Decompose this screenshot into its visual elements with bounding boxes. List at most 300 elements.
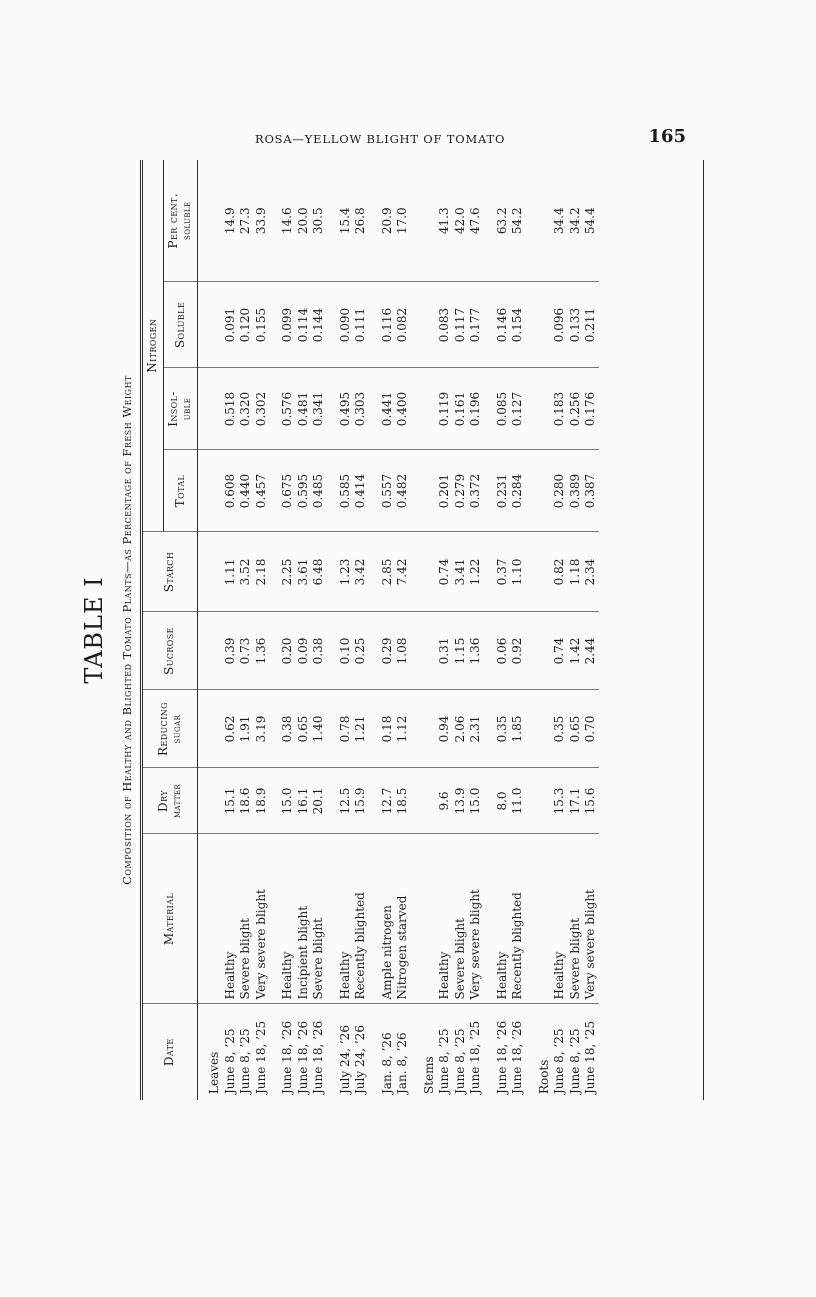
table-row	[338, 160, 354, 1100]
spacer-cell	[484, 532, 495, 612]
cell-nitrogen-total: 0.675	[280, 450, 296, 532]
cell-material: Healthy	[495, 834, 511, 1004]
header-nitrogen-soluble: Soluble	[164, 282, 198, 368]
cell-sucrose: 0.20	[280, 612, 296, 690]
empty-cell	[207, 834, 223, 1004]
cell-nitrogen-total: 0.414	[353, 450, 369, 532]
cell-sucrose: 0.29	[380, 612, 396, 690]
row-spacer	[369, 160, 380, 1100]
cell-nitrogen-total: 0.372	[468, 450, 484, 532]
cell-date: June 18, ’25	[468, 1004, 484, 1100]
cell-starch: 1.11	[223, 532, 239, 612]
cell-date: June 8, ’25	[552, 1004, 568, 1100]
cell-sucrose: 0.25	[353, 612, 369, 690]
cell-nitrogen-insoluble: 0.161	[453, 368, 469, 450]
cell-sucrose: 1.36	[254, 612, 270, 690]
spacer-cell	[484, 690, 495, 768]
cell-nitrogen-insoluble: 0.183	[552, 368, 568, 450]
group-label: Stems	[422, 1004, 438, 1100]
empty-cell	[207, 282, 223, 368]
cell-nitrogen-soluble: 0.083	[437, 282, 453, 368]
cell-nitrogen-insoluble: 0.302	[254, 368, 270, 450]
cell-date: June 8, ’25	[223, 1004, 239, 1100]
cell-per-cent-soluble: 15.4	[337, 207, 352, 235]
spacer-cell	[484, 368, 495, 450]
row-spacer	[484, 160, 495, 1100]
table-body	[198, 160, 599, 1100]
cell-nitrogen-soluble: 0.144	[311, 282, 327, 368]
row-spacer	[327, 160, 338, 1100]
cell-per-cent-soluble: 42.0	[452, 207, 467, 235]
table-row	[568, 160, 584, 1100]
cell-nitrogen-insoluble: 0.481	[296, 368, 312, 450]
empty-cell	[207, 612, 223, 690]
cell-nitrogen-soluble: 0.154	[510, 282, 526, 368]
cell-nitrogen-insoluble: 0.320	[238, 368, 254, 450]
spacer-cell	[369, 532, 380, 612]
cell-nitrogen-total: 0.457	[254, 450, 270, 532]
cell-nitrogen-insoluble: 0.085	[495, 368, 511, 450]
spacer-cell	[526, 834, 537, 1004]
cell-date: June 18, ’26	[296, 1004, 312, 1100]
empty-cell	[537, 612, 553, 690]
cell-reducing-sugar: 0.65	[296, 690, 312, 768]
cell-sucrose: 0.09	[296, 612, 312, 690]
spacer-cell	[526, 450, 537, 532]
table-title: TABLE I	[80, 576, 108, 684]
header-reducing-sugar: Reducing sugar	[143, 690, 198, 768]
spacer-cell	[484, 160, 495, 282]
empty-cell	[207, 450, 223, 532]
cell-material: Very severe blight	[583, 834, 599, 1004]
cell-reducing-sugar: 0.35	[495, 690, 511, 768]
cell-material: Healthy	[338, 834, 354, 1004]
cell-nitrogen-insoluble: 0.176	[583, 368, 599, 450]
cell-per-cent-soluble: 47.6	[468, 207, 482, 235]
cell-date: June 18, ’25	[583, 1004, 599, 1100]
empty-cell	[207, 160, 223, 282]
header-sucrose: Sucrose	[143, 612, 198, 690]
cell-material: Healthy	[437, 834, 453, 1004]
cell-starch: 7.42	[395, 532, 411, 612]
spacer-cell	[269, 450, 280, 532]
spacer-cell	[269, 532, 280, 612]
spacer-cell	[327, 532, 338, 612]
cell-dry-matter: 18.6	[238, 768, 254, 834]
empty-cell	[422, 768, 438, 834]
cell-per-cent-soluble: 26.8	[353, 207, 367, 235]
spacer-cell	[411, 450, 422, 532]
empty-cell	[422, 532, 438, 612]
empty-cell	[207, 368, 223, 450]
cell-starch: 2.25	[280, 532, 296, 612]
cell-date: June 18, ’26	[495, 1004, 511, 1100]
cell-nitrogen-soluble: 0.155	[254, 282, 270, 368]
cell-starch: 0.74	[437, 532, 453, 612]
cell-date: June 8, ’25	[568, 1004, 584, 1100]
cell-date: June 8, ’25	[238, 1004, 254, 1100]
table-row	[468, 160, 484, 1100]
cell-reducing-sugar: 0.94	[437, 690, 453, 768]
spacer-cell	[411, 834, 422, 1004]
cell-reducing-sugar: 0.78	[338, 690, 354, 768]
cell-nitrogen-soluble: 0.177	[468, 282, 484, 368]
spacer-cell	[526, 690, 537, 768]
cell-nitrogen-soluble: 0.116	[380, 282, 396, 368]
cell-sucrose: 1.42	[568, 612, 584, 690]
cell-dry-matter: 16.1	[296, 768, 312, 834]
data-table	[143, 160, 599, 1100]
cell-nitrogen-soluble: 0.099	[280, 282, 296, 368]
spacer-cell	[327, 768, 338, 834]
spacer-cell	[198, 282, 208, 368]
cell-nitrogen-total: 0.387	[583, 450, 599, 532]
cell-dry-matter: 15.3	[552, 768, 568, 834]
spacer-cell	[198, 368, 208, 450]
cell-reducing-sugar: 0.35	[552, 690, 568, 768]
cell-per-cent-soluble: 34.2	[567, 207, 582, 235]
cell-per-cent-soluble: 14.6	[280, 207, 294, 235]
cell-material: Recently blighted	[510, 834, 526, 1004]
spacer-cell	[411, 368, 422, 450]
spacer-cell	[526, 768, 537, 834]
cell-nitrogen-soluble: 0.120	[238, 282, 254, 368]
empty-cell	[207, 532, 223, 612]
spacer-cell	[269, 160, 280, 282]
group-row	[422, 160, 438, 1100]
cell-dry-matter: 12.7	[380, 768, 396, 834]
cell-starch: 1.18	[568, 532, 584, 612]
spacer-cell	[269, 612, 280, 690]
cell-nitrogen-total: 0.557	[380, 450, 396, 532]
empty-cell	[422, 368, 438, 450]
running-head-title: ROSA—YELLOW BLIGHT OF TOMATO	[255, 132, 506, 146]
cell-nitrogen-insoluble: 0.256	[568, 368, 584, 450]
cell-starch: 6.48	[311, 532, 327, 612]
cell-starch: 3.52	[238, 532, 254, 612]
cell-sucrose: 0.38	[311, 612, 327, 690]
running-head	[230, 126, 686, 150]
cell-nitrogen-insoluble: 0.495	[338, 368, 354, 450]
spacer-cell	[327, 282, 338, 368]
cell-per-cent-soluble: 54.4	[583, 207, 597, 235]
cell-material: Healthy	[280, 834, 296, 1004]
spacer-cell	[526, 160, 537, 282]
cell-per-cent-soluble: 34.4	[552, 207, 566, 235]
cell-nitrogen-total: 0.585	[338, 450, 354, 532]
cell-sucrose: 0.31	[437, 612, 453, 690]
spacer-cell	[526, 532, 537, 612]
cell-per-cent-soluble: 33.9	[253, 207, 268, 235]
cell-date: June 18, ’25	[254, 1004, 270, 1100]
cell-material: Severe blight	[311, 834, 327, 1004]
cell-per-cent-soluble: 30.5	[311, 207, 325, 235]
cell-nitrogen-total: 0.440	[238, 450, 254, 532]
cell-sucrose: 1.36	[468, 612, 484, 690]
cell-date: June 18, ’26	[280, 1004, 296, 1100]
spacer-cell	[484, 612, 495, 690]
cell-nitrogen-total: 0.608	[223, 450, 239, 532]
cell-material: Severe blight	[453, 834, 469, 1004]
rotated-table-area	[80, 160, 700, 1100]
cell-date: Jan. 8, ’26	[380, 1004, 396, 1100]
header-nitrogen: Nitrogen	[143, 160, 164, 532]
cell-per-cent-soluble: 20.0	[295, 207, 310, 235]
cell-nitrogen-total: 0.201	[437, 450, 453, 532]
cell-material: Healthy	[223, 834, 239, 1004]
cell-dry-matter: 13.9	[453, 768, 469, 834]
cell-sucrose: 0.10	[338, 612, 354, 690]
table-row	[223, 160, 239, 1100]
cell-material: Nitrogen starved	[395, 834, 411, 1004]
cell-date: Jan. 8, ’26	[395, 1004, 411, 1100]
header-date: Date	[143, 1004, 198, 1100]
empty-cell	[537, 450, 553, 532]
spacer-cell	[198, 612, 208, 690]
cell-dry-matter: 18.9	[254, 768, 270, 834]
spacer-cell	[198, 160, 208, 282]
cell-starch: 1.22	[468, 532, 484, 612]
table-row	[583, 160, 599, 1100]
spacer-cell	[369, 834, 380, 1004]
cell-reducing-sugar: 1.21	[353, 690, 369, 768]
spacer-cell	[484, 1004, 495, 1100]
cell-material: Ample nitrogen	[380, 834, 396, 1004]
cell-sucrose: 0.06	[495, 612, 511, 690]
spacer-cell	[269, 768, 280, 834]
cell-material: Very severe blight	[254, 834, 270, 1004]
cell-per-cent-soluble: 54.2	[510, 207, 524, 235]
spacer-cell	[198, 768, 208, 834]
cell-dry-matter: 12.5	[338, 768, 354, 834]
row-spacer	[198, 160, 208, 1100]
cell-starch: 2.18	[254, 532, 270, 612]
cell-per-cent-soluble: 41.3	[437, 207, 451, 235]
spacer-cell	[369, 612, 380, 690]
spacer-cell	[484, 450, 495, 532]
cell-nitrogen-total: 0.279	[453, 450, 469, 532]
cell-nitrogen-insoluble: 0.518	[223, 368, 239, 450]
spacer-cell	[369, 450, 380, 532]
spacer-cell	[484, 282, 495, 368]
table-row	[311, 160, 327, 1100]
cell-nitrogen-insoluble: 0.119	[437, 368, 453, 450]
cell-nitrogen-soluble: 0.111	[353, 282, 369, 368]
cell-starch: 2.85	[380, 532, 396, 612]
spacer-cell	[484, 768, 495, 834]
cell-starch: 3.61	[296, 532, 312, 612]
cell-dry-matter: 15.0	[468, 768, 484, 834]
cell-dry-matter: 15.1	[223, 768, 239, 834]
cell-sucrose: 0.92	[510, 612, 526, 690]
table-row	[254, 160, 270, 1100]
table-row	[280, 160, 296, 1100]
cell-dry-matter: 8.0	[495, 768, 511, 834]
cell-nitrogen-insoluble: 0.441	[380, 368, 396, 450]
cell-nitrogen-insoluble: 0.576	[280, 368, 296, 450]
cell-starch: 2.34	[583, 532, 599, 612]
spacer-cell	[369, 368, 380, 450]
cell-sucrose: 0.73	[238, 612, 254, 690]
table-row	[453, 160, 469, 1100]
cell-starch: 0.82	[552, 532, 568, 612]
cell-starch: 0.37	[495, 532, 511, 612]
cell-dry-matter: 18.5	[395, 768, 411, 834]
spacer-cell	[198, 450, 208, 532]
cell-reducing-sugar: 0.65	[568, 690, 584, 768]
cell-date: June 8, ’25	[437, 1004, 453, 1100]
cell-nitrogen-insoluble: 0.400	[395, 368, 411, 450]
spacer-cell	[327, 368, 338, 450]
spacer-cell	[198, 532, 208, 612]
empty-cell	[537, 532, 553, 612]
cell-nitrogen-soluble: 0.114	[296, 282, 312, 368]
table-row	[552, 160, 568, 1100]
table-frame	[140, 160, 704, 1100]
table-row	[510, 160, 526, 1100]
header-starch: Starch	[143, 532, 198, 612]
empty-cell	[422, 690, 438, 768]
cell-starch: 3.42	[353, 532, 369, 612]
cell-nitrogen-total: 0.284	[510, 450, 526, 532]
spacer-cell	[526, 282, 537, 368]
spacer-cell	[198, 834, 208, 1004]
cell-date: June 8, ’25	[453, 1004, 469, 1100]
group-label: Roots	[537, 1004, 553, 1100]
spacer-cell	[269, 282, 280, 368]
cell-reducing-sugar: 1.91	[238, 690, 254, 768]
header-dry-matter: Dry matter	[143, 768, 198, 834]
empty-cell	[537, 282, 553, 368]
cell-nitrogen-total: 0.280	[552, 450, 568, 532]
spacer-cell	[327, 160, 338, 282]
cell-dry-matter: 20.1	[311, 768, 327, 834]
cell-per-cent-soluble: 20.9	[379, 207, 394, 235]
cell-reducing-sugar: 0.62	[223, 690, 239, 768]
empty-cell	[537, 690, 553, 768]
table-landscape	[80, 160, 700, 1100]
cell-starch: 1.10	[510, 532, 526, 612]
cell-reducing-sugar: 0.38	[280, 690, 296, 768]
cell-reducing-sugar: 0.18	[380, 690, 396, 768]
row-spacer	[526, 160, 537, 1100]
cell-reducing-sugar: 0.70	[583, 690, 599, 768]
spacer-cell	[411, 690, 422, 768]
spacer-cell	[526, 368, 537, 450]
header-nitrogen-total: Total	[164, 450, 198, 532]
header-nitrogen-insoluble: Insol- uble	[164, 368, 198, 450]
spacer-cell	[369, 160, 380, 282]
table-caption: Composition of Healthy and Blighted Tomato Plants—as Percentage of Fresh Weight	[120, 375, 134, 885]
spacer-cell	[411, 1004, 422, 1100]
spacer-cell	[411, 768, 422, 834]
spacer-cell	[327, 1004, 338, 1100]
group-row	[207, 160, 223, 1100]
spacer-cell	[369, 1004, 380, 1100]
cell-sucrose: 0.74	[552, 612, 568, 690]
cell-per-cent-soluble: 63.2	[494, 207, 509, 235]
cell-sucrose: 0.39	[223, 612, 239, 690]
cell-dry-matter: 9.6	[437, 768, 453, 834]
cell-nitrogen-soluble: 0.117	[453, 282, 469, 368]
spacer-cell	[526, 612, 537, 690]
cell-sucrose: 1.08	[395, 612, 411, 690]
table-row	[296, 160, 312, 1100]
spacer-cell	[327, 690, 338, 768]
page-number: 165	[648, 126, 686, 147]
cell-starch: 3.41	[453, 532, 469, 612]
cell-dry-matter: 11.0	[510, 768, 526, 834]
cell-starch: 1.23	[338, 532, 354, 612]
cell-nitrogen-total: 0.389	[568, 450, 584, 532]
cell-per-cent-soluble: 27.3	[238, 207, 252, 235]
spacer-cell	[369, 768, 380, 834]
spacer-cell	[526, 1004, 537, 1100]
empty-cell	[537, 834, 553, 1004]
empty-cell	[422, 282, 438, 368]
spacer-cell	[411, 612, 422, 690]
spacer-cell	[327, 834, 338, 1004]
cell-nitrogen-insoluble: 0.303	[353, 368, 369, 450]
cell-nitrogen-insoluble: 0.341	[311, 368, 327, 450]
group-label: Leaves	[207, 1004, 223, 1100]
spacer-cell	[269, 368, 280, 450]
table-row	[395, 160, 411, 1100]
spacer-cell	[269, 834, 280, 1004]
spacer-cell	[327, 450, 338, 532]
cell-material: Healthy	[552, 834, 568, 1004]
cell-nitrogen-soluble: 0.133	[568, 282, 584, 368]
spacer-cell	[411, 160, 422, 282]
spacer-cell	[369, 690, 380, 768]
spacer-cell	[198, 1004, 208, 1100]
table-row	[437, 160, 453, 1100]
cell-date: July 24, ’26	[338, 1004, 354, 1100]
cell-nitrogen-soluble: 0.082	[395, 282, 411, 368]
cell-per-cent-soluble: 17.0	[395, 207, 409, 235]
table-row	[238, 160, 254, 1100]
spacer-cell	[269, 690, 280, 768]
cell-per-cent-soluble: 14.9	[222, 207, 237, 235]
cell-nitrogen-soluble: 0.091	[223, 282, 239, 368]
cell-material: Incipient blight	[296, 834, 312, 1004]
cell-reducing-sugar: 3.19	[254, 690, 270, 768]
cell-dry-matter: 15.6	[583, 768, 599, 834]
table-row	[495, 160, 511, 1100]
header-nitrogen-per-cent-soluble: Per cent. soluble	[164, 160, 198, 282]
spacer-cell	[484, 834, 495, 1004]
cell-date: July 24, ’26	[353, 1004, 369, 1100]
spacer-cell	[327, 612, 338, 690]
cell-date: June 18, ’26	[311, 1004, 327, 1100]
cell-nitrogen-insoluble: 0.196	[468, 368, 484, 450]
cell-nitrogen-total: 0.595	[296, 450, 312, 532]
empty-cell	[207, 768, 223, 834]
spacer-cell	[411, 532, 422, 612]
row-spacer	[411, 160, 422, 1100]
table-row	[380, 160, 396, 1100]
cell-dry-matter: 15.0	[280, 768, 296, 834]
cell-nitrogen-soluble: 0.211	[583, 282, 599, 368]
spacer-cell	[269, 1004, 280, 1100]
empty-cell	[537, 368, 553, 450]
empty-cell	[537, 768, 553, 834]
table-row	[353, 160, 369, 1100]
cell-nitrogen-total: 0.482	[395, 450, 411, 532]
cell-nitrogen-total: 0.231	[495, 450, 511, 532]
cell-reducing-sugar: 2.06	[453, 690, 469, 768]
cell-nitrogen-soluble: 0.090	[338, 282, 354, 368]
